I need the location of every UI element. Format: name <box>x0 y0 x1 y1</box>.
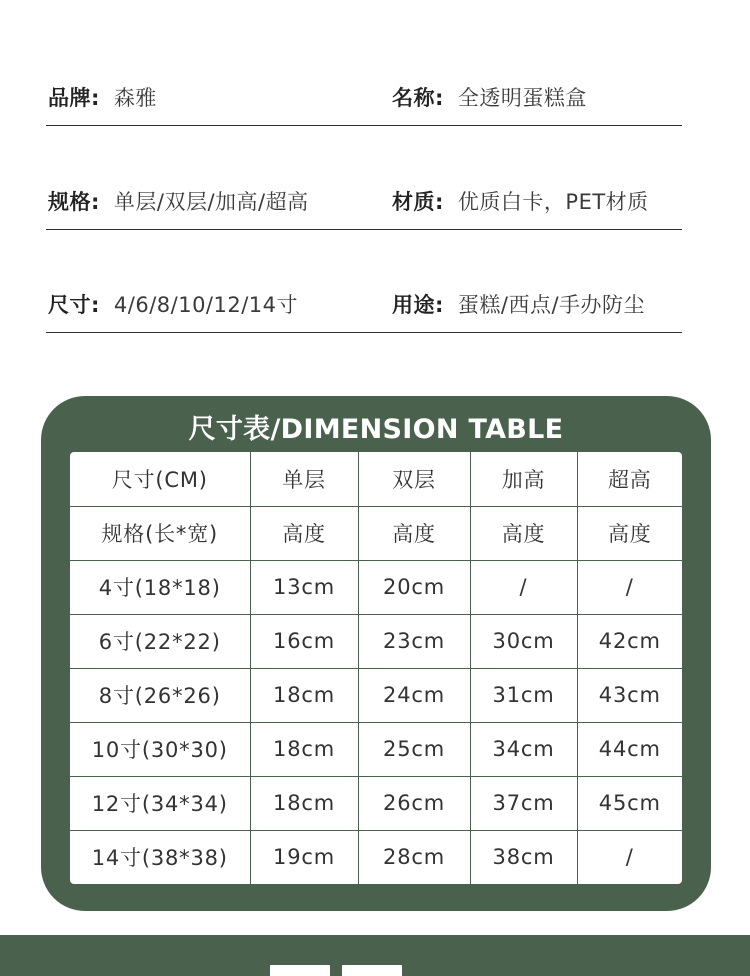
info-row-size-usage <box>46 269 682 333</box>
table-header-row <box>70 452 682 506</box>
table-cell: 16cm <box>250 614 358 668</box>
table-cell: 30cm <box>470 614 577 668</box>
size-field <box>48 289 298 319</box>
table-cell-size: 6寸(22*22) <box>70 614 250 668</box>
table-cell-size: 12寸(34*34) <box>70 776 250 830</box>
table-cell: 18cm <box>250 776 358 830</box>
table-cell: / <box>470 560 577 614</box>
product-name-label: 名称: <box>392 86 444 110</box>
size-value: 4/6/8/10/12/14寸 <box>113 293 299 317</box>
next-section-title-glimpse <box>270 965 470 976</box>
subheader-cell-height: 高度 <box>250 506 358 560</box>
header-cell-size: 尺寸(CM) <box>70 452 250 506</box>
subheader-cell-height: 高度 <box>358 506 470 560</box>
table-cell: 18cm <box>250 722 358 776</box>
table-cell: 23cm <box>358 614 470 668</box>
material-label: 材质: <box>392 190 444 214</box>
table-subheader-row <box>70 506 682 560</box>
header-cell-raised: 加高 <box>470 452 577 506</box>
table-cell-size: 10寸(30*30) <box>70 722 250 776</box>
info-row-brand-name <box>46 62 682 126</box>
table-cell: 25cm <box>358 722 470 776</box>
table-cell: 19cm <box>250 830 358 884</box>
dimension-table-container <box>70 452 682 884</box>
table-cell: 44cm <box>577 722 682 776</box>
product-name-value: 全透明蛋糕盒 <box>457 86 587 110</box>
header-cell-single: 单层 <box>250 452 358 506</box>
material-field <box>392 186 649 216</box>
brand-field <box>48 82 157 112</box>
table-row <box>70 776 682 830</box>
table-cell: / <box>577 830 682 884</box>
table-row <box>70 560 682 614</box>
subheader-cell-spec: 规格(长*宽) <box>70 506 250 560</box>
header-cell-double: 双层 <box>358 452 470 506</box>
usage-label: 用途: <box>392 293 444 317</box>
dimension-table-panel <box>41 396 711 911</box>
table-cell: 18cm <box>250 668 358 722</box>
table-cell: 20cm <box>358 560 470 614</box>
table-cell: 43cm <box>577 668 682 722</box>
dimension-table <box>70 452 682 884</box>
material-value: 优质白卡，PET材质 <box>457 190 649 214</box>
header-cell-extra-high: 超高 <box>577 452 682 506</box>
table-cell-size: 4寸(18*18) <box>70 560 250 614</box>
spec-field <box>48 186 309 216</box>
spec-label: 规格: <box>48 190 100 214</box>
table-cell-size: 8寸(26*26) <box>70 668 250 722</box>
subheader-cell-height: 高度 <box>470 506 577 560</box>
table-cell: 45cm <box>577 776 682 830</box>
table-cell: 28cm <box>358 830 470 884</box>
table-cell: 38cm <box>470 830 577 884</box>
table-cell: 42cm <box>577 614 682 668</box>
product-name-field <box>392 82 587 112</box>
table-row <box>70 614 682 668</box>
table-row <box>70 830 682 884</box>
spec-value: 单层/双层/加高/超高 <box>113 190 309 214</box>
subheader-cell-height: 高度 <box>577 506 682 560</box>
table-cell: 34cm <box>470 722 577 776</box>
usage-field <box>392 289 645 319</box>
table-cell: 24cm <box>358 668 470 722</box>
table-cell: 13cm <box>250 560 358 614</box>
info-row-spec-material <box>46 166 682 230</box>
table-cell: 37cm <box>470 776 577 830</box>
table-cell: / <box>577 560 682 614</box>
usage-value: 蛋糕/西点/手办防尘 <box>457 293 646 317</box>
table-cell: 31cm <box>470 668 577 722</box>
table-cell-size: 14寸(38*38) <box>70 830 250 884</box>
size-label: 尺寸: <box>48 293 100 317</box>
table-row <box>70 668 682 722</box>
brand-value: 森雅 <box>113 86 157 110</box>
dimension-table-title: 尺寸表/DIMENSION TABLE <box>188 414 564 445</box>
table-row <box>70 722 682 776</box>
brand-label: 品牌: <box>48 86 100 110</box>
table-cell: 26cm <box>358 776 470 830</box>
